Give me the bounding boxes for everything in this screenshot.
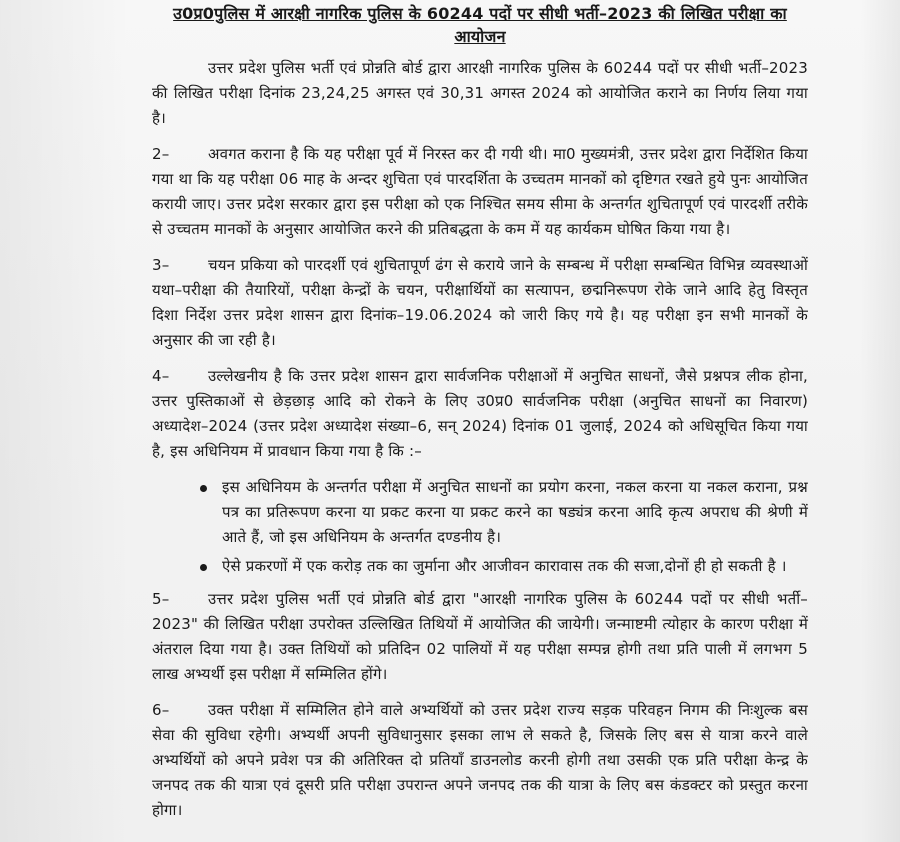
paragraph-text: उत्तर प्रदेश पुलिस भर्ती एवं प्रोन्नति बोर्ड द्वारा "आरक्षी नागरिक पुलिस के 60244 पदों पर सीधी भर्ती–2023" की लिखित परीक्षा उपरोक्त उल्लिखित तिथियों में आयोजित की जायेगी। जन्माष्टमी त्योहार के कारण परीक्षा में अंतराल दिया गया है। उक्त तिथियों को प्रतिदिन 02 पालियों में यह परीक्षा सम्पन्न होगी तथा प्रति पाली में लगभग 5 लाख अभ्यर्थी इस परीक्षा में सम्मिलित होंगे। [152,590,808,683]
page-shadow-right [860,0,900,842]
intro-text: उत्तर प्रदेश पुलिस भर्ती एवं प्रोन्नति बोर्ड द्वारा आरक्षी नागरिक पुलिस के 60244 पदों पर सीधी भर्ती–2023 की लिखित परीक्षा दिनांक 23,24,25 अगस्त एवं 30,31 अगस्त 2024 को आयोजित कराने का निर्णय लिया गया है। [152,59,808,127]
list-item-text: ऐसे प्रकरणों में एक करोड़ तक का जुर्माना और आजीवन कारावास तक की सजा,दोनों ही हो सकती है । [222,557,787,575]
paragraph-text: उल्लेखनीय है कि उत्तर प्रदेश शासन द्वारा सार्वजनिक परीक्षाओं में अनुचित साधनों, जैसे प्रश्नपत्र लीक होना, उत्तर पुस्तिकाओं से छेड़छाड़ आदि को रोकने के लिए उ0प्र0 सार्वजनिक परीक्षा (अनुचित साधनों का निवारण) अध्यादेश–2024 (उत्तर प्रदेश अध्यादेश संख्या–6, सन् 2024) दिनांक 01 जुलाई, 2024 को अधिसूचित किया गया है, इस अधिनियम में प्रावधान किया गया है कि :– [152,367,808,460]
intro-paragraph [152,56,808,131]
paragraph-4 [152,364,808,464]
list-item-text: इस अधिनियम के अन्तर्गत परीक्षा में अनुचित साधनों का प्रयोग करना, नकल करना या नकल कराना, प्रश्न पत्र का प्रतिरूपण करना या प्रकट करना या प्रकट करने का षड्यंत्र करना आदि कृत्य अपराध की श्रेणी में आते हैं, जो इस अधिनियम के अन्तर्गत दण्डनीय है। [222,478,808,546]
list-item [152,475,808,550]
bullet-icon [200,485,207,492]
paragraph-number: 4– [152,367,170,385]
paragraph-number: 6– [152,701,170,719]
paragraph-3 [152,253,808,353]
document-body [152,2,808,834]
paragraph-2 [152,142,808,242]
paragraph-number: 3– [152,256,170,274]
document-title: उ0प्र0पुलिस में आरक्षी नागरिक पुलिस के 60244 पदों पर सीधी भर्ती–2023 की लिखित परीक्षा का आयोजन [173,4,787,46]
list-item [152,554,808,579]
paragraph-text: चयन प्रकिया को पारदर्शी एवं शुचितापूर्ण ढंग से कराये जाने के सम्बन्ध में परीक्षा सम्बन्धित विभिन्न व्यवस्थाओं यथा–परीक्षा की तैयारियों, परीक्षा केन्द्रों के चयन, परीक्षार्थियों का सत्यापन, छद्मनिरूपण रोके जाने आदि हेतु विस्तृत दिशा निर्देश उत्तर प्रदेश शासन द्वारा दिनांक–19.06.2024 को जारी किए गये है। यह परीक्षा इन सभी मानकों के अनुसार की जा रही है। [152,256,808,349]
bullet-icon [200,564,207,571]
paragraph-6 [152,698,808,823]
paragraph-number: 2– [152,145,170,163]
paragraph-5 [152,587,808,687]
page-shadow-left [0,0,130,842]
paragraph-number: 5– [152,590,170,608]
paragraph-text: अवगत कराना है कि यह परीक्षा पूर्व में निरस्त कर दी गयी थी। मा0 मुख्यमंत्री, उत्तर प्रदेश द्वारा निर्देशित किया गया था कि यह परीक्षा 06 माह के अन्दर शुचिता एवं पारदर्शिता के उच्चतम मानकों को दृष्टिगत रखते हुये पुनः आयोजित करायी जाए। उत्तर प्रदेश सरकार द्वारा इस परीक्षा को एक निश्चित समय सीमा के अन्तर्गत शुचितापूर्ण एवं पारदर्शी तरीके से उच्चतम मानकों के अनुसार आयोजित करने की प्रतिबद्धता के कम में यह कार्यकम घोषित किया गया है। [152,145,808,238]
paragraph-text: उक्त परीक्षा में सम्मिलित होने वाले अभ्यर्थियों को उत्तर प्रदेश राज्य सड़क परिवहन निगम की निःशुल्क बस सेवा की सुविधा रहेगी। अभ्यर्थी अपनी सुविधानुसार इसका लाभ ले सकते है, जिसके लिए बस से यात्रा करने वाले अभ्यर्थियों को अपने प्रवेश पत्र की अतिरिक्त दो प्रतियाँ डाउनलोड करनी होगी तथा उसकी एक प्रति परीक्षा केन्द्र के जनपद तक की यात्रा एवं दूसरी प्रति परीक्षा उपरान्त अपने जनपद तक की यात्रा के लिए बस कंडक्टर को प्रस्तुत करना होगा। [152,701,808,819]
provision-list [152,475,808,579]
